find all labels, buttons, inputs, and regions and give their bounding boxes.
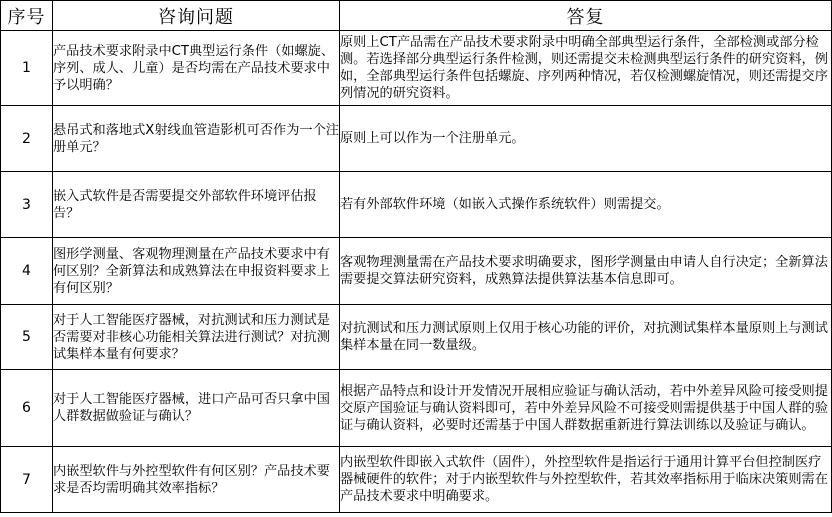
answer-cell: 内嵌型软件即嵌入式软件（固件），外控型软件是指运行于通用计算平台但控制医疗器械硬件的软件；对于内嵌型软件与外控型软件，若其效率指标用于临床决策则需在产品技术要求中明确要求。 [340,447,832,513]
row-number: 4 [1,238,53,305]
header-no: 序号 [1,1,53,31]
header-row [1,1,832,31]
question-cell: 对于人工智能医疗器械，进口产品可否只拿中国人群数据做验证与确认？ [53,370,340,447]
table-row [1,31,832,106]
answer-cell: 若有外部软件环境（如嵌入式操作系统软件）则需提交。 [340,172,832,238]
answer-cell: 原则上CT产品需在产品技术要求附录中明确全部典型运行条件，全部检测或部分检测。若选择部分典型运行条件检测，则还需提交未检测典型运行条件的研究资料，例如，全部典型运行条件包括螺旋、序列两种情况，若仅检测螺旋情况，则还需提交序列情况的研究资料。 [340,31,832,106]
table-row [1,106,832,172]
header-answer: 答复 [340,1,832,31]
row-number: 3 [1,172,53,238]
question-cell: 图形学测量、客观物理测量在产品技术要求中有何区别？全新算法和成熟算法在申报资料要求上有何区别？ [53,238,340,305]
table-row [1,238,832,305]
row-number: 7 [1,447,53,513]
answer-cell: 根据产品特点和设计开发情况开展相应验证与确认活动，若中外差异风险可接受则提交原产国验证与确认资料即可，若中外差异风险不可接受则需提供基于中国人群的验证与确认资料，必要时还需基于中国人群数据重新进行算法训练以及验证与确认。 [340,370,832,447]
table-row [1,370,832,447]
answer-cell: 原则上可以作为一个注册单元。 [340,106,832,172]
header-question: 咨询问题 [53,1,340,31]
question-cell: 悬吊式和落地式X射线血管造影机可否作为一个注册单元？ [53,106,340,172]
question-cell: 对于人工智能医疗器械，对抗测试和压力测试是否需要对非核心功能相关算法进行测试？对抗测试集样本量有何要求？ [53,305,340,370]
row-number: 1 [1,31,53,106]
question-cell: 产品技术要求附录中CT典型运行条件（如螺旋、序列、成人、儿童）是否均需在产品技术要求中予以明确？ [53,31,340,106]
table-row [1,447,832,513]
row-number: 2 [1,106,53,172]
row-number: 5 [1,305,53,370]
row-number: 6 [1,370,53,447]
table-row [1,305,832,370]
answer-cell: 对抗测试和压力测试原则上仅用于核心功能的评价，对抗测试集样本量原则上与测试集样本量在同一数量级。 [340,305,832,370]
answer-cell: 客观物理测量需在产品技术要求明确要求，图形学测量由申请人自行决定；全新算法需要提交算法研究资料，成熟算法提供算法基本信息即可。 [340,238,832,305]
question-cell: 内嵌型软件与外控型软件有何区别？产品技术要求是否均需明确其效率指标？ [53,447,340,513]
question-cell: 嵌入式软件是否需要提交外部软件环境评估报告？ [53,172,340,238]
table-row [1,172,832,238]
